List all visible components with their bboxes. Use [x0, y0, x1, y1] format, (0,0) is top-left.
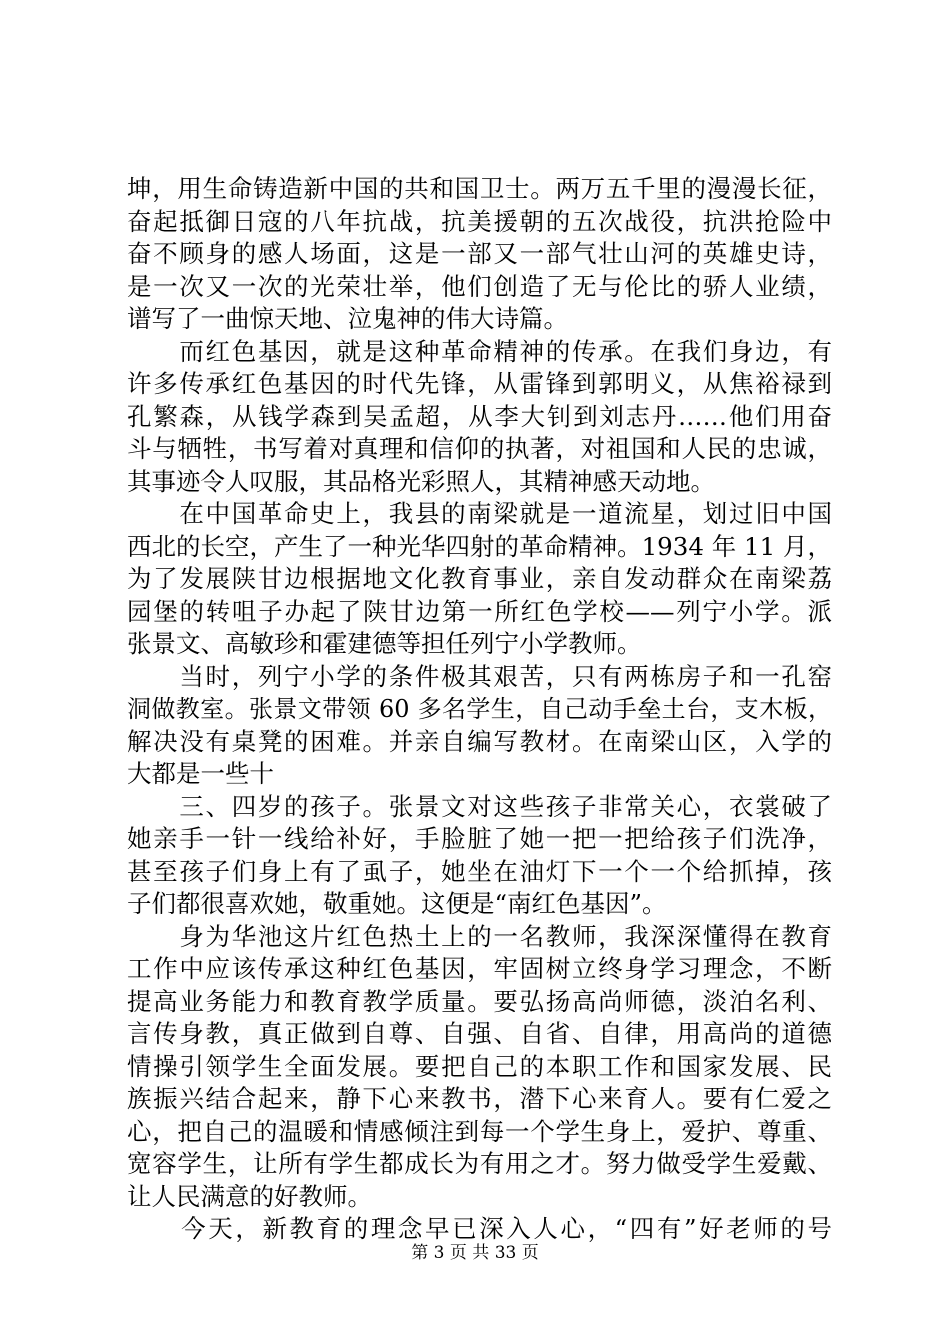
text-line: 身为华池这片红色热土上的一名教师，我深深懂得在教育: [127, 921, 832, 951]
text-line: 为了发展陕甘边根据地文化教育事业，亲自发动群众在南梁荔: [127, 564, 832, 593]
text-line: 西北的长空，产生了一种光华四射的革命精神。1934 年 11 月，: [127, 531, 832, 561]
text-line: 许多传承红色基因的时代先锋，从雷锋到郭明义，从焦裕禄到: [127, 369, 832, 398]
text-line: 情操引领学生全面发展。要把自己的本职工作和国家发展、民: [127, 1051, 832, 1081]
text-line: 大都是一些十: [127, 759, 274, 788]
text-line: 族振兴结合起来，静下心来教书，潜下心来育人。要有仁爱之: [127, 1084, 832, 1113]
text-line: 三、四岁的孩子。张景文对这些孩子非常关心，衣裳破了: [127, 791, 832, 821]
text-line: 甚至孩子们身上有了虱子，她坐在油灯下一个一个给抓掉，孩: [127, 856, 832, 886]
text-line: 解决没有桌凳的困难。并亲自编写教材。在南梁山区，入学的: [127, 726, 832, 756]
text-line: 奋不顾身的感人场面，这是一部又一部气壮山河的英雄史诗，: [127, 239, 832, 268]
text-line: 工作中应该传承这种红色基因，牢固树立终身学习理念，不断: [127, 954, 832, 983]
text-line: 当时，列宁小学的条件极其艰苦，只有两栋房子和一孔窑: [127, 661, 832, 691]
text-line: 洞做教室。张景文带领 60 多名学生，自己动手垒土台，支木板，: [127, 695, 832, 723]
text-line: 宽容学生，让所有学生都成长为有用之才。努力做受学生爱戴、: [127, 1149, 832, 1178]
text-line: 坤，用生命铸造新中国的共和国卫士。两万五千里的漫漫长征，: [127, 174, 832, 203]
page-footer: 第 3 页 共 33 页: [411, 1243, 539, 1263]
text-line: 孔繁森，从钱学森到吴孟超，从李大钊到刘志丹……他们用奋: [127, 401, 832, 431]
text-line: 子们都很喜欢她，敬重她。这便是“南红色基因”。: [127, 889, 667, 918]
document-body: [127, 173, 832, 1246]
text-line: 提高业务能力和教育教学质量。要弘扬高尚师德，淡泊名利、: [127, 986, 832, 1016]
text-line: 斗与牺牲，书写着对真理和信仰的执著，对祖国和人民的忠诚，: [127, 434, 832, 463]
text-line: 在中国革命史上，我县的南梁就是一道流星，划过旧中国: [127, 499, 832, 528]
text-line: 张景文、高敏珍和霍建德等担任列宁小学教师。: [127, 629, 642, 658]
text-line: 让人民满意的好教师。: [127, 1181, 372, 1211]
text-line: 今天，新教育的理念早已深入人心，“四有”好老师的号: [127, 1214, 832, 1243]
text-line: 谱写了一曲惊天地、泣鬼神的伟大诗篇。: [127, 304, 568, 333]
text-line: 园堡的转咀子办起了陕甘边第一所红色学校——列宁小学。派: [127, 596, 832, 626]
text-line: 言传身教，真正做到自尊、自强、自省、自律，用高尚的道德: [127, 1019, 832, 1048]
text-line: 她亲手一针一线给补好，手脸脏了她一把一把给孩子们洗净，: [127, 824, 832, 853]
text-line: 其事迹令人叹服，其品格光彩照人，其精神感天动地。: [127, 466, 715, 496]
text-line: 而红色基因，就是这种革命精神的传承。在我们身边，有: [127, 336, 832, 366]
text-line: 心，把自己的温暖和情感倾注到每一个学生身上，爱护、尊重、: [127, 1116, 832, 1146]
text-line: 奋起抵御日寇的八年抗战，抗美援朝的五次战役，抗洪抢险中: [127, 206, 832, 236]
text-line: 是一次又一次的光荣壮举，他们创造了无与伦比的骄人业绩，: [127, 271, 832, 301]
